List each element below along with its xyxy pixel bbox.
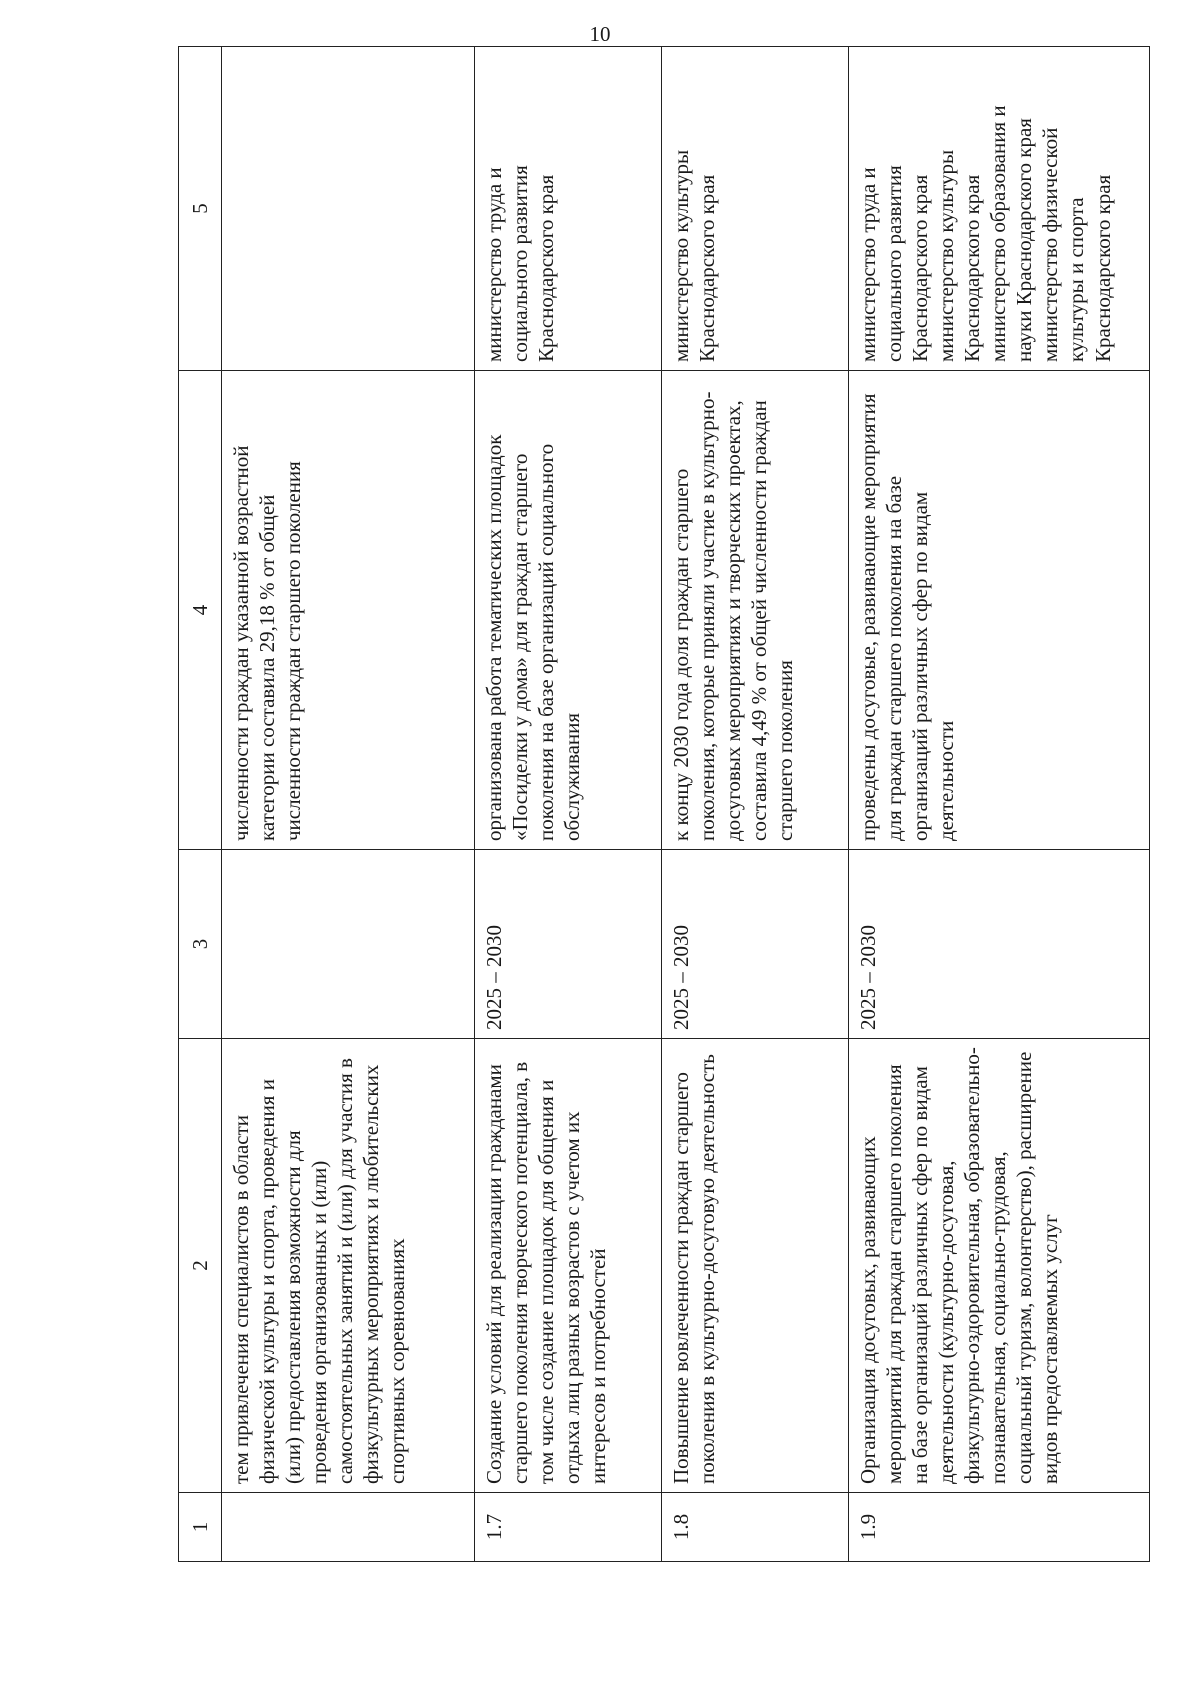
event-cell: Организация досуговых, развивающих мероприятий для граждан старшего поколения на базе организаций различных сфер по видам деятельности (культурно-досуговая, физкультурно-оздоровительная, образовательно-познавательная, социально-трудовая, социальный туризм, волонтерство), расширение видов предоставляемых услуг: [849, 1039, 1150, 1493]
period-cell: 2025 – 2030: [662, 850, 849, 1039]
responsible-cell: [222, 47, 475, 371]
row-number: 1.8: [662, 1493, 849, 1562]
result-cell: проведены досуговые, развивающие мероприятия для граждан старшего поколения на базе организаций различных сфер по видам деятельности: [849, 371, 1150, 850]
row-number: [222, 1493, 475, 1562]
table-row: [849, 47, 1150, 1562]
table-container: [178, 92, 1150, 1562]
header-col-4: 4: [179, 371, 222, 850]
header-col-1: 1: [179, 1493, 222, 1562]
period-cell: 2025 – 2030: [849, 850, 1150, 1039]
event-cell: Создание условий для реализации гражданами старшего поколения творческого потенциала, в том числе создание площадок для общения и отдыха лиц разных возрастов с учетом их интересов и потребностей: [475, 1039, 662, 1493]
header-row: [179, 47, 222, 1562]
responsible-line: министерство труда и социального развития Краснодарского края: [856, 165, 933, 362]
table-row: [222, 47, 475, 1562]
result-cell: численности граждан указанной возрастной категории составила 29,18 % от общей численности граждан старшего поколения: [222, 371, 475, 850]
period-cell: 2025 – 2030: [475, 850, 662, 1039]
event-cell: Повышение вовлеченности граждан старшего поколения в культурно-досуговую деятельность: [662, 1039, 849, 1493]
event-cell: тем привлечения специалистов в области физической культуры и спорта, проведения и (или) предоставления возможности для проведения организованных и (или) самостоятельных занятий и (или) для участия в физкультурных мероприятиях и любительских спортивных соревнованиях: [222, 1039, 475, 1493]
responsible-cell: министерство культуры Краснодарского края: [662, 47, 849, 371]
header-col-5: 5: [179, 47, 222, 371]
result-cell: к концу 2030 года доля граждан старшего поколения, которые приняли участие в культурно-досуговых мероприятиях и творческих проектах, составила 4,49 % от общей численности граждан старшего поколения: [662, 371, 849, 850]
responsible-cell: [849, 47, 1150, 371]
page-number: 10: [589, 22, 611, 46]
table-row: [475, 47, 662, 1562]
responsible-line: министерство культуры Краснодарского края: [934, 149, 985, 362]
responsible-line: министерство физической культуры и спорта Краснодарского края: [1038, 127, 1115, 362]
result-cell: организована работа тематических площадок «Посиделки у дома» для граждан старшего поколения на базе организаций социального обслуживания: [475, 371, 662, 850]
header-col-3: 3: [179, 850, 222, 1039]
header-col-2: 2: [179, 1039, 222, 1493]
row-number: 1.7: [475, 1493, 662, 1562]
responsible-cell: министерство труда и социального развития Краснодарского края: [475, 47, 662, 371]
period-cell: [222, 850, 475, 1039]
measures-table: [178, 46, 1150, 1562]
responsible-line: министерство образования и науки Краснодарского края: [986, 105, 1037, 362]
table-row: [662, 47, 849, 1562]
row-number: 1.9: [849, 1493, 1150, 1562]
